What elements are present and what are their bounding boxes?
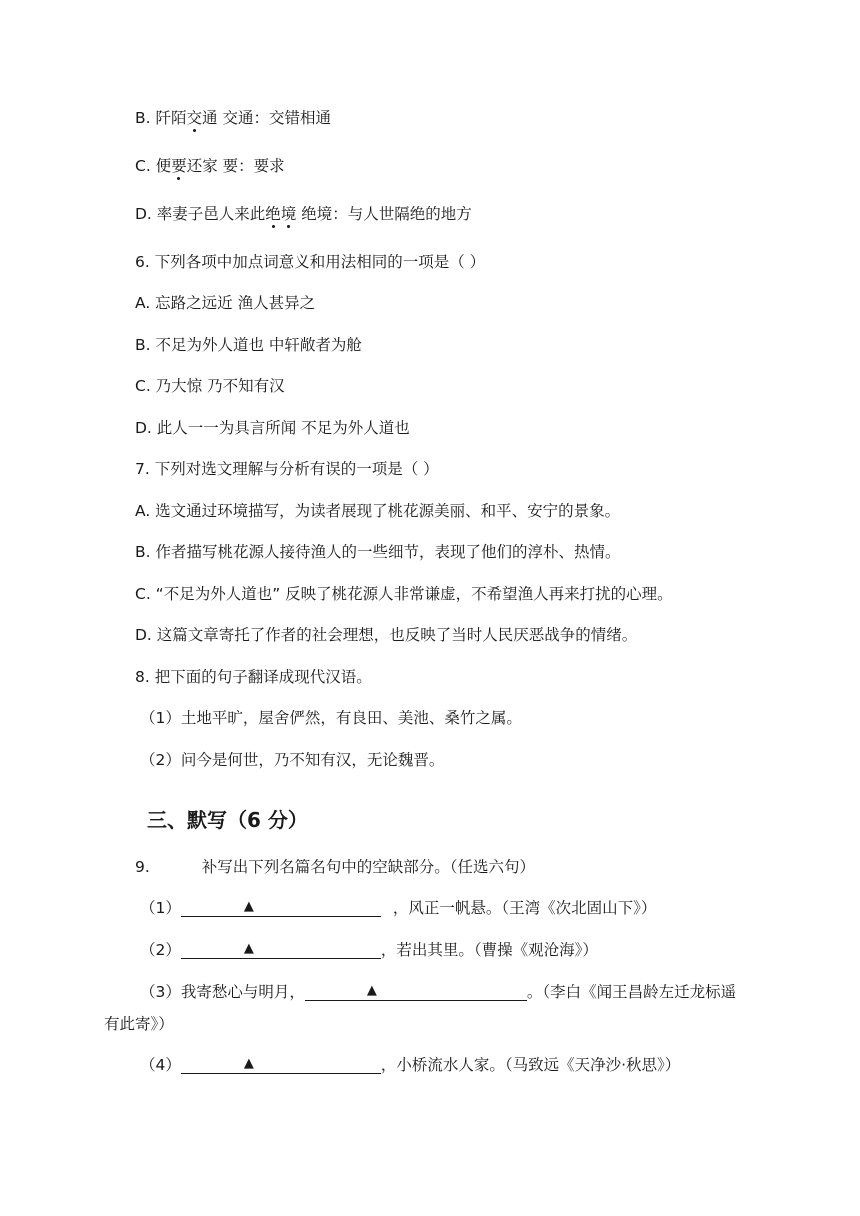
q9-item-4 bbox=[140, 1055, 680, 1075]
q9-item-3 bbox=[140, 982, 736, 1002]
q6-option-d: D. 此人一一为具言所闻 不足为外人道也 bbox=[135, 419, 410, 437]
q5-c-text: 还家 要：要求 bbox=[186, 157, 285, 175]
q8-sentence-1: （1）土地平旷，屋舍俨然，有良田、美池、桑竹之属。 bbox=[140, 709, 522, 727]
q8-stem: 8. 把下面的句子翻译成现代汉语。 bbox=[135, 668, 372, 686]
q9-stem-text: 补写出下列名篇名句中的空缺部分。（任选六句） bbox=[201, 858, 536, 876]
q9-item-2-blank[interactable] bbox=[181, 940, 381, 959]
q9-item-2-prefix: （2） bbox=[140, 941, 181, 959]
q9-item-3-text: 。（李白《闻王昌龄左迁龙标遥 bbox=[526, 983, 737, 1001]
q9-item-4-prefix: （4） bbox=[140, 1056, 181, 1074]
q5-b-dotted-char: 交 bbox=[186, 109, 203, 127]
q9-item-1-text: ，风正一帆悬。（王湾《次北固山下》） bbox=[392, 899, 657, 917]
q5-d-dotted-char-2: 境 bbox=[280, 205, 297, 223]
triangle-marker-icon: ▲ bbox=[243, 1056, 254, 1071]
q5-c-dotted-char: 要 bbox=[171, 157, 187, 175]
q9-item-1-blank[interactable] bbox=[181, 898, 381, 917]
triangle-marker-icon: ▲ bbox=[243, 899, 254, 914]
q5-c-prefix: C. 便 bbox=[135, 157, 172, 175]
q9-item-4-text: ，小桥流水人家。（马致远《天净沙·秋思》） bbox=[380, 1056, 681, 1074]
q5-option-c bbox=[135, 156, 285, 176]
q9-item-2-text: ，若出其里。（曹操《观沧海》） bbox=[380, 941, 598, 959]
q9-item-3-blank[interactable] bbox=[305, 982, 527, 1001]
q7-option-b: B. 作者描写桃花源人接待渔人的一些细节，表现了他们的淳朴、热情。 bbox=[135, 543, 621, 561]
q7-stem: 7. 下列对选文理解与分析有误的一项是（ ） bbox=[135, 460, 439, 478]
triangle-marker-icon: ▲ bbox=[243, 941, 254, 956]
q9-number: 9. bbox=[135, 858, 150, 876]
q9-item-1-prefix: （1） bbox=[140, 899, 181, 917]
q6-option-a: A. 忘路之远近 渔人甚异之 bbox=[135, 294, 316, 312]
triangle-marker-icon: ▲ bbox=[366, 983, 377, 998]
q5-d-dotted-char-1: 绝 bbox=[265, 205, 281, 223]
q9-item-2 bbox=[140, 940, 598, 960]
q5-option-b bbox=[135, 108, 331, 128]
section-title: 三、默写（6 分） bbox=[147, 808, 308, 832]
q5-b-prefix: B. 阡陌 bbox=[135, 109, 187, 127]
q5-b-text: 通 交通：交错相通 bbox=[202, 109, 331, 127]
q9-item-1 bbox=[140, 898, 656, 918]
q7-option-a: A. 选文通过环境描写，为读者展现了桃花源美丽、和平、安宁的景象。 bbox=[135, 502, 621, 520]
q6-option-b: B. 不足为外人道也 中轩敞者为舱 bbox=[135, 336, 362, 354]
q8-sentence-2: （2）问今是何世，乃不知有汉，无论魏晋。 bbox=[140, 751, 445, 769]
q5-d-text: 绝境：与人世隔绝的地方 bbox=[296, 205, 472, 223]
q7-option-c: C. “不足为外人道也” 反映了桃花源人非常谦虚，不希望渔人再来打扰的心理。 bbox=[135, 585, 673, 603]
q9-item-3-prefix: （3）我寄愁心与明月， bbox=[140, 983, 305, 1001]
q9-stem bbox=[135, 857, 535, 877]
q5-option-d bbox=[135, 204, 472, 224]
q9-item-3-continuation: 有此寄》） bbox=[104, 1015, 174, 1033]
q9-item-4-blank[interactable] bbox=[181, 1055, 381, 1074]
q7-option-d: D. 这篇文章寄托了作者的社会理想，也反映了当时人民厌恶战争的情绪。 bbox=[135, 626, 638, 644]
q6-option-c: C. 乃大惊 乃不知有汉 bbox=[135, 377, 285, 395]
q5-d-prefix: D. 率妻子邑人来此 bbox=[135, 205, 266, 223]
q6-stem: 6. 下列各项中加点词意义和用法相同的一项是（ ） bbox=[135, 253, 486, 271]
